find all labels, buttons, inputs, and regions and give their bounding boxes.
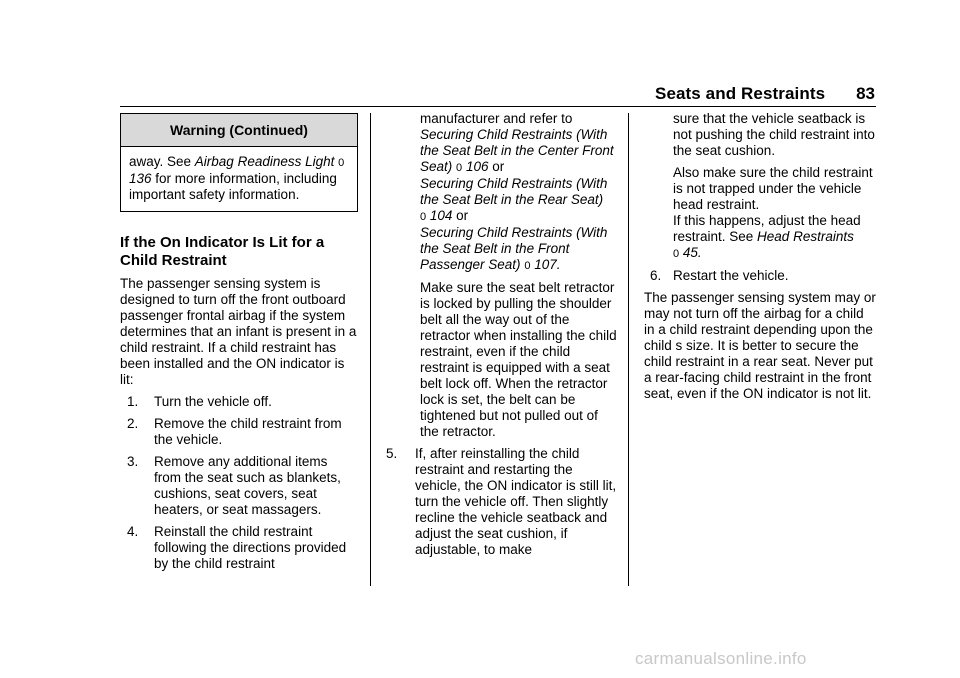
- column-divider-1: [370, 113, 371, 586]
- column-divider-2: [628, 113, 629, 586]
- page-ref-icon: 0: [456, 162, 463, 174]
- step-number: 4.: [127, 524, 139, 539]
- warning-text-post: for more information, including important safety information.: [129, 171, 337, 202]
- step-number: 5.: [386, 446, 398, 461]
- step-text: Remove the child restraint from the vehicle.: [154, 416, 342, 447]
- step4-continuation: [386, 111, 618, 274]
- or-text: or: [488, 159, 505, 174]
- list-item: [120, 394, 358, 410]
- warning-ref-page[interactable]: 136: [129, 171, 152, 186]
- final-paragraph: The passenger sensing system may or may not turn off the airbag for a child in a child restraint depending upon the child s size. It is better to secure the child restraint in a rear seat. Never put a rear-facing child restraint in the front seat, even if the ON indicator is not lit.: [644, 290, 876, 401]
- step-number: 1.: [127, 394, 139, 409]
- column-1: [120, 113, 358, 578]
- page-ref-icon: 0: [524, 260, 531, 272]
- step-text: Turn the vehicle off.: [154, 394, 272, 409]
- watermark: carmanualsonline.info: [635, 649, 807, 668]
- step-text: Remove any additional items from the seat such as blankets, cushions, seat covers, seat heaters, or seat massagers.: [154, 454, 341, 517]
- ref-front-passenger-seat-link[interactable]: Securing Child Restraints (With the Seat Belt in the Front Passenger Seat): [420, 225, 608, 272]
- warning-box: [120, 113, 358, 212]
- page-ref-icon: 0: [420, 211, 427, 223]
- adjust-head-restraint-paragraph: [644, 213, 876, 262]
- page-number: 83: [856, 84, 875, 103]
- column-3: [644, 111, 876, 408]
- or-text: or: [452, 208, 469, 223]
- step-text: If, after reinstalling the child restraint and restarting the vehicle, the ON indicator is still lit, turn the vehicle off. Then slightly recline the vehicle seatback and adjust the seat cushion, if adjustable, to make: [415, 446, 617, 557]
- ref-page-107[interactable]: 107.: [534, 257, 561, 272]
- adjust-text: If this happens, adjust the head restraint. See: [673, 213, 861, 244]
- head-restraints-link[interactable]: Head Restraints: [757, 229, 854, 244]
- step5-continuation: sure that the vehicle seatback is not pushing the child restraint into the seat cushion.: [673, 111, 875, 158]
- list-item: [120, 524, 358, 572]
- step-text: Reinstall the child restraint following the directions provided by the child restraint: [154, 524, 347, 571]
- list-item: [386, 446, 618, 558]
- step-number: 2.: [127, 416, 139, 431]
- ref-center-front-seat-link[interactable]: Securing Child Restraints (With the Seat Belt in the Center Front Seat): [420, 127, 614, 174]
- ref-page-104[interactable]: 104: [429, 208, 453, 223]
- airbag-readiness-light-link[interactable]: Airbag Readiness Light: [194, 154, 335, 169]
- page-header-title: Seats and Restraints: [655, 84, 826, 103]
- warning-body: [121, 147, 357, 211]
- list-item: [644, 268, 876, 284]
- warning-text-pre: away. See: [129, 154, 195, 169]
- step4-cont-text: manufacturer and refer to: [420, 111, 573, 126]
- step-text: Restart the vehicle.: [673, 268, 789, 283]
- ref-rear-seat-link[interactable]: Securing Child Restraints (With the Seat Belt in the Rear Seat): [420, 176, 608, 207]
- section-heading: If the On Indicator Is Lit for a Child Restraint: [120, 234, 325, 269]
- page-ref-icon: 0: [338, 157, 345, 169]
- ref-page-106[interactable]: 106: [465, 159, 489, 174]
- head-restraint-paragraph: Also make sure the child restraint is not trapped under the vehicle head restraint.: [673, 165, 873, 212]
- step-number: 6.: [650, 268, 662, 283]
- ref-page-45[interactable]: 45.: [682, 245, 702, 260]
- warning-title: Warning (Continued): [121, 114, 357, 147]
- column-2: [386, 111, 618, 564]
- page-ref-icon: 0: [673, 248, 680, 260]
- header-rule: [120, 106, 876, 107]
- list-item: [120, 454, 358, 518]
- retractor-paragraph: Make sure the seat belt retractor is locked by pulling the shoulder belt all the way out of the retractor when installing the child restraint, even if the child restraint is equipped with a seat belt lock off. When the retractor lock is set, the belt can be tightened but not pulled out of the retractor.: [420, 280, 617, 439]
- list-item: [120, 416, 358, 448]
- step-number: 3.: [127, 454, 139, 469]
- section-intro: The passenger sensing system is designed to turn off the front outboard passenger frontal airbag if the system determines that an infant is present in a child restraint. If a child restraint has been installed and the ON indicator is lit:: [120, 276, 357, 387]
